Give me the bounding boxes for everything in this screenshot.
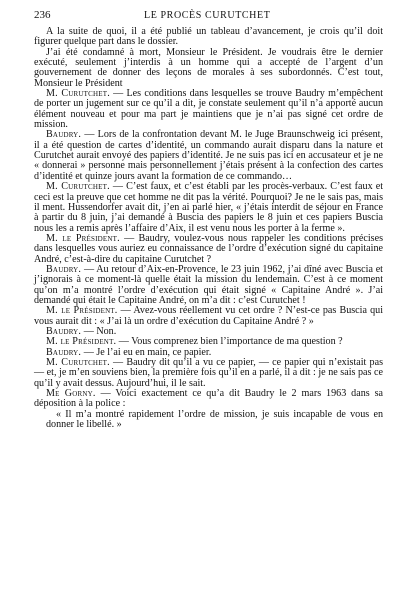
paragraph: Baudry. — Non. [46, 325, 117, 337]
speaker-name: M. Curutchet. [46, 88, 110, 100]
speaker-name: M. Curutchet. [46, 357, 110, 368]
page-number: 236 [34, 9, 51, 21]
speaker-name: Baudry. [46, 263, 82, 275]
speaker-name: Baudry. [46, 129, 82, 141]
paragraph: M. Curutchet. — Les conditions dans lesquelles se trouve Baudry m’empêchent de porter un jugement sur ce qu’il a dit, je constate seulement qu’il n’a apporté aucun élément nouveau et pour ma part je maintiens que je n’ai pas signé cet ordre de mission. [34, 88, 383, 131]
page-header [34, 9, 383, 22]
speaker-name: Baudry. [46, 346, 82, 358]
speaker-name: M. le Président. [46, 336, 117, 348]
paragraph: M. Curutchet. — Baudry dit qu’il a vu ce papier, — ce papier qui n’existait pas — et, je m’en souviens bien, la première fois qu’il en a parlé, il a dit : je ne sais pas ce qu’il y avait dessus. Aujourd’hui, il le sait. [34, 357, 383, 389]
running-title: LE PROCÈS CURUTCHET [144, 10, 271, 21]
paragraph: M. le Président. — Vous comprenez bien l’importance de ma question ? [46, 336, 343, 348]
paragraph: M. le Président. — Avez-vous réellement vu cet ordre ? N’est-ce pas Buscia qui vous aurait dit : « J’ai là un ordre d’exécution du Capitaine André ? » [34, 305, 383, 327]
speaker-name: Baudry. [46, 325, 82, 337]
speaker-name: M. le Président. [46, 232, 120, 244]
block-quote: « Il m’a montré rapidement l’ordre de mission, je suis incapable de vous en donner le libellé. » [46, 408, 383, 431]
paragraph: Baudry. — Au retour d’Aix-en-Provence, le 23 juin 1962, j’ai dîné avec Buscia et j’ignorais à ce moment-là quelle était la mission du lendemain. C’est à ce moment qu’on m’a montré l’ordre d’exécution qui était signé « Capitaine André ». J’ai demandé qui était le Capitaine André, on m’a dit : c’est Curutchet ! [34, 263, 383, 306]
paragraph: M. le Président. — Baudry, voulez-vous nous rappeler les conditions précises dans lesquelles vous auriez eu connaissance de l’ordre d’exécution signé du capitaine André, c’est-à-dire du capitaine Curutchet ? [34, 232, 384, 265]
speaker-name: M. le Président. [46, 305, 118, 317]
speaker-name: Me Gorny. [46, 388, 96, 400]
paragraph: Baudry. — Lors de la confrontation devant M. le Juge Braunschweig ici présent, il a été question de cartes d’identité, un commando aurait disparu dans la nature et Curutchet aurait envoyé des papiers d’identité. Je ne suis pas ici en accusateur et je ne « donnerai » personne mais personnellement j’étais présent à la confection des cartes d’identité et quinze jours avant la formation de ce commando… [34, 129, 383, 182]
speaker-name: M. Curutchet. [46, 181, 110, 193]
paragraph: Baudry. — Je l’ai eu en main, ce papier. [46, 346, 212, 358]
paragraph: J’ai été condamné à mort, Monsieur le Président. Je voudrais être le dernier exécuté, seulement j’interdis à un homme qui a accepté de l’argent d’un gouvernement de donner des leçons de morales à ses subordonnés. C’est tout, Monsieur le Président [34, 46, 383, 89]
body-text [34, 27, 383, 430]
paragraph: Me Gorny. — Voici exactement ce qu’a dit Baudry le 2 mars 1963 dans sa déposition à la police : [34, 388, 384, 410]
paragraph: A la suite de quoi, il a été publié un tableau d’avancement, je crois qu’il doit figurer quelque part dans le dossier. [34, 26, 383, 48]
paragraph: M. Curutchet. — C’est faux, et c’est établi par les procès-verbaux. C’est faux et ceci est la preuve que cet homme ne dit pas la vérité. Pourquoi? Je ne le sais pas, mais il ment. Hussendorfer avait dit, j’en ai parlé hier, « j’étais interdit de séjour en France à partir du 8 juin, j’ai demandé à Buscia des papiers le 8 juin et ces papiers Buscia nous les a remis après l’affaire d’Aix, il est venu nous les porter à la ferme ». [34, 181, 383, 234]
